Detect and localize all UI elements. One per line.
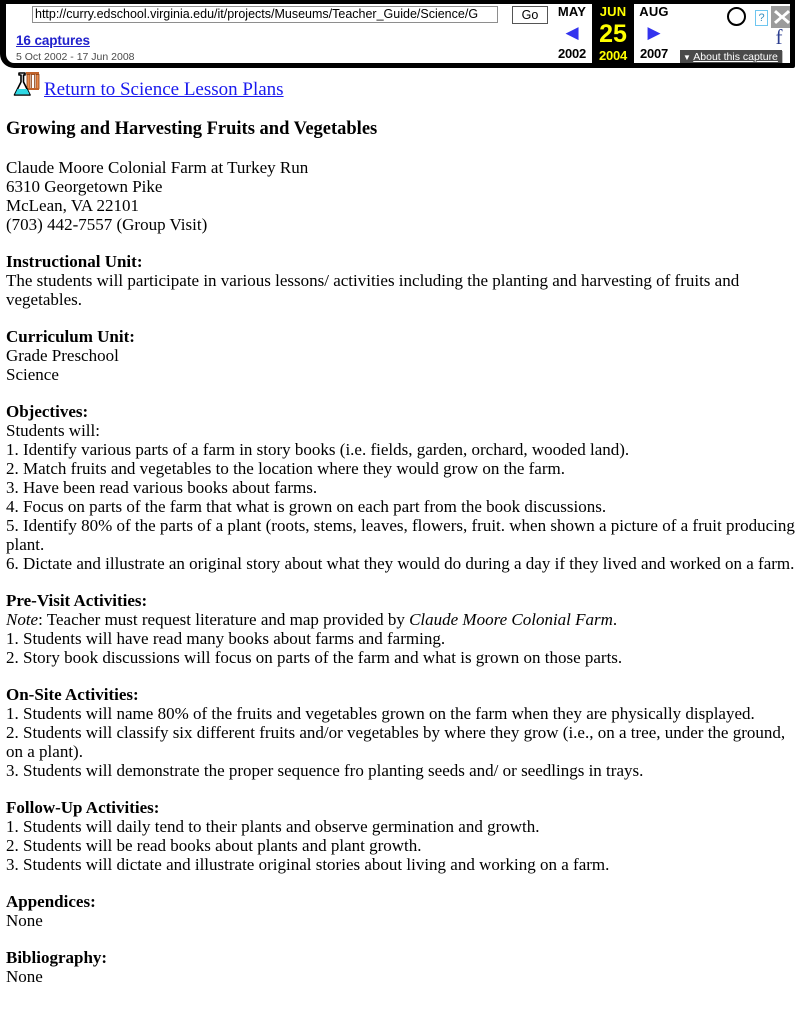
note-period: . [612,610,618,629]
section-heading: On-Site Activities: [6,685,139,704]
wayback-prev-arrow-icon[interactable]: ◀ [565,23,579,42]
section-heading: Instructional Unit: [6,252,143,271]
wayback-current-day-label: 25 [599,20,627,48]
section-line: 2. Students will classify six different fruits and/or vegetables by where they grow (i.e., on a tree, under the ground, on a plant). [6,723,786,761]
section-line: Students will: [6,421,100,440]
return-to-science-lesson-plans-link[interactable]: Return to Science Lesson Plans [44,79,284,100]
section-line: None [6,967,43,986]
about-this-capture-label: About this capture [693,51,778,63]
note-label: Note [6,610,39,629]
section-line: The students will participate in various lessons/ activities including the planting and harvesting of fruits and vegetables. [6,271,740,309]
wayback-captures-date-range: 5 Oct 2002 - 17 Jun 2008 [16,51,135,63]
section-follow-up-activities [6,798,800,874]
section-line: 2. Story book discussions will focus on parts of the farm and what is grown on those parts. [6,648,623,667]
section-objectives [6,402,800,573]
page-title: Growing and Harvesting Fruits and Vegetables [6,119,378,139]
section-bibliography [6,948,800,986]
section-line: 3. Students will dictate and illustrate original stories about living and working on a farm. [6,855,610,874]
section-line: 6. Dictate and illustrate an original story about what they would do during a day if they lived and worked on a farm. [6,554,795,573]
wayback-go-button[interactable]: Go [512,6,548,24]
wayback-url-input[interactable]: http://curry.edschool.virginia.edu/it/projects/Museums/Teacher_Guide/Science/G [32,6,498,23]
section-line: 2. Match fruits and vegetables to the location where they would grow on the farm. [6,459,565,478]
section-line: None [6,911,43,930]
section-heading: Bibliography: [6,948,108,967]
section-line: 3. Students will demonstrate the proper sequence fro planting seeds and/ or seedlings in trays. [6,761,644,780]
note-text: : Teacher must request literature and map provided by [38,610,410,629]
facebook-icon[interactable]: f [775,25,783,49]
section-line: 1. Students will daily tend to their plants and observe germination and growth. [6,817,540,836]
section-curriculum-unit [6,327,800,384]
lesson-plan-document [0,118,800,986]
section-pre-visit-activities [6,591,800,667]
wayback-next-capture-column[interactable] [634,4,674,64]
address-line: McLean, VA 22101 [6,196,140,215]
section-line: 4. Focus on parts of the farm that what is grown on each part from the book discussions. [6,497,607,516]
wayback-machine-toolbar [0,0,795,68]
note-venue-name: Claude Moore Colonial Farm [409,610,613,629]
section-line: 1. Identify various parts of a farm in story books (i.e. fields, garden, orchard, wooded land). [6,440,630,459]
science-flask-icon [6,70,46,100]
wayback-next-arrow-icon[interactable]: ▶ [647,23,661,42]
about-this-capture-button[interactable] [680,50,782,65]
wayback-prev-month-label: MAY [557,4,587,19]
circle-icon [727,7,746,26]
wayback-next-month-label: AUG [639,4,669,19]
address-line: Claude Moore Colonial Farm at Turkey Run [6,158,309,177]
wayback-date-navigator [552,4,676,64]
address-line: (703) 442-7557 (Group Visit) [6,215,208,234]
section-heading: Objectives: [6,402,89,421]
wayback-current-month-label: JUN [599,4,627,19]
section-instructional-unit [6,252,800,309]
section-line: 3. Have been read various books about farms. [6,478,318,497]
section-line: 1. Students will name 80% of the fruits and vegetables grown on the farm when they are physically displayed. [6,704,755,723]
wayback-current-year-label: 2004 [598,48,628,63]
chevron-down-icon: ▼ [683,53,691,62]
wayback-current-capture-column [592,4,634,64]
section-heading: Appendices: [6,892,96,911]
venue-address-block [6,158,800,234]
section-heading: Curriculum Unit: [6,327,135,346]
section-line: 5. Identify 80% of the parts of a plant (roots, stems, leaves, flowers, fruit. when shown a picture of a fruit producing plant. [6,516,795,554]
page-content [0,68,800,986]
section-line: Science [6,365,59,384]
section-heading: Pre-Visit Activities: [6,591,148,610]
wayback-captures-count-link[interactable]: 16 captures [16,33,90,48]
section-line: Grade Preschool [6,346,119,365]
section-note-line [6,610,800,629]
section-line: 1. Students will have read many books about farms and farming. [6,629,446,648]
section-line: 2. Students will be read books about plants and plant growth. [6,836,422,855]
section-appendices [6,892,800,930]
wayback-next-year-label: 2007 [639,46,669,61]
help-icon[interactable]: ? [755,10,768,26]
section-heading: Follow-Up Activities: [6,798,160,817]
return-link-row [0,70,800,100]
address-line: 6310 Georgetown Pike [6,177,163,196]
section-on-site-activities [6,685,800,780]
wayback-prev-capture-column[interactable] [552,4,592,64]
wayback-prev-year-label: 2002 [557,46,587,61]
